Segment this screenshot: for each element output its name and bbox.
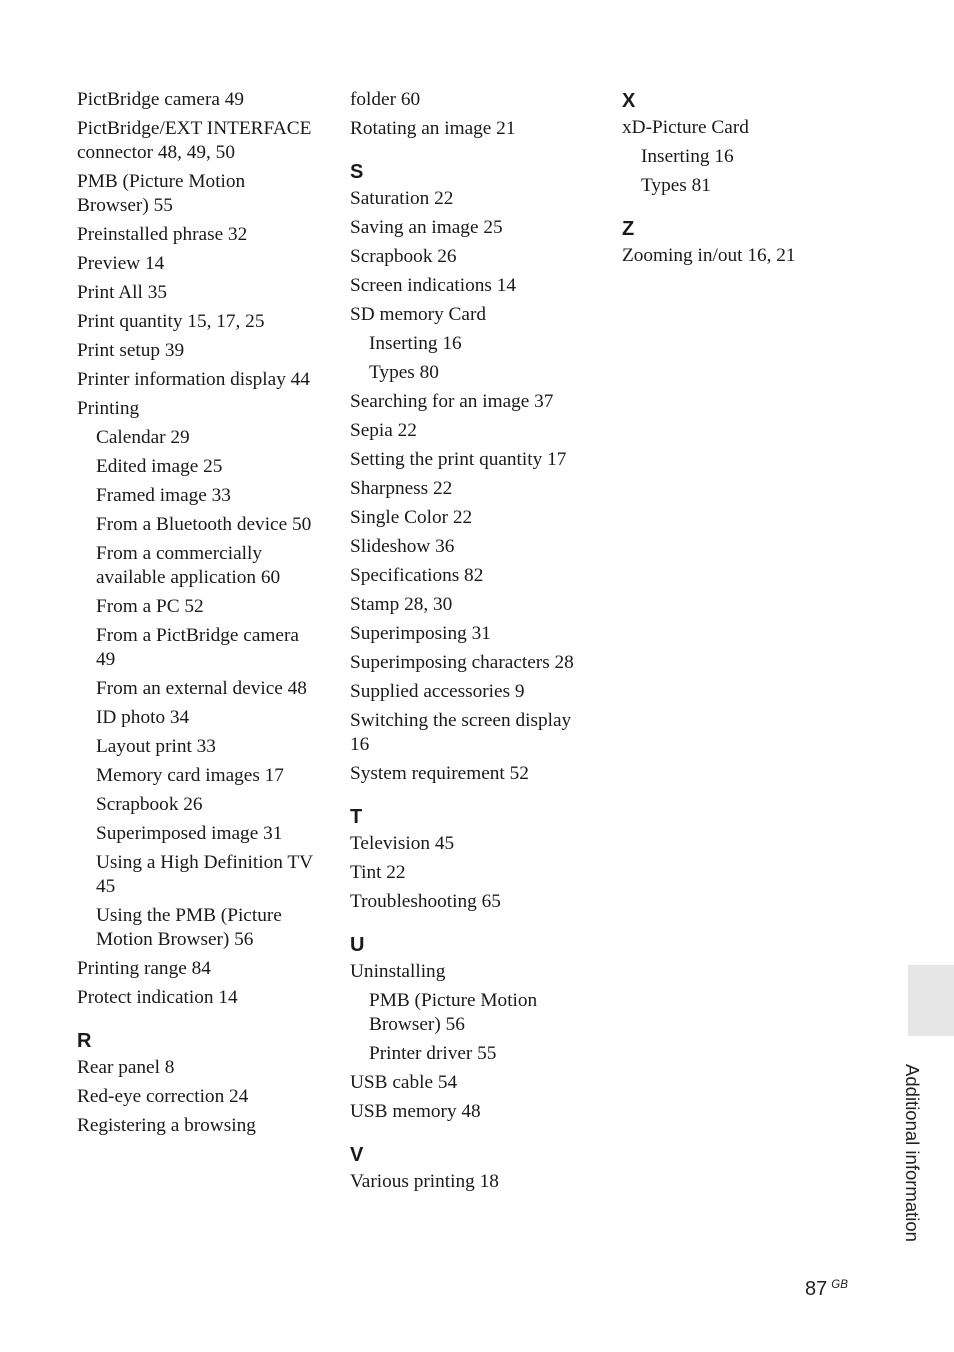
index-entry: Scrapbook 26 [350, 246, 457, 267]
index-entry: Supplied accessories 9 [350, 681, 525, 702]
index-entry: xD-Picture Card [622, 117, 749, 138]
index-entry: Uninstalling [350, 961, 446, 982]
index-subentry: Calendar 29 [96, 427, 190, 448]
index-subentry: PMB (Picture Motion Browser) 56 [369, 990, 538, 1035]
index-entry: Superimposing characters 28 [350, 652, 574, 673]
index-entry: Stamp 28, 30 [350, 594, 453, 615]
index-letter-heading: T [350, 806, 363, 828]
index-subentry: Scrapbook 26 [96, 794, 203, 815]
page-number-suffix: GB [831, 1279, 848, 1291]
index-subentry: Memory card images 17 [96, 765, 284, 786]
index-letter-heading: Z [622, 218, 635, 240]
page-number [805, 1278, 848, 1301]
index-column-3 [622, 88, 862, 273]
index-subentry: Using a High Definition TV 45 [96, 852, 313, 897]
index-subentry: From an external device 48 [96, 678, 307, 699]
index-entry: Red-eye correction 24 [77, 1086, 249, 1107]
index-entry: USB cable 54 [350, 1072, 458, 1093]
index-entry: Rear panel 8 [77, 1057, 175, 1078]
index-entry: PMB (Picture Motion Browser) 55 [77, 171, 246, 216]
index-entry: Superimposing 31 [350, 623, 491, 644]
index-subentry: Types 80 [369, 362, 439, 383]
page-number-value: 87 [805, 1278, 828, 1300]
index-entry: folder 60 [350, 89, 421, 110]
index-entry: Saving an image 25 [350, 217, 503, 238]
index-entry: Tint 22 [350, 862, 406, 883]
index-entry: Printer information display 44 [77, 369, 310, 390]
index-subentry: Superimposed image 31 [96, 823, 283, 844]
index-subentry: Types 81 [641, 175, 711, 196]
index-entry: Print All 35 [77, 282, 167, 303]
index-entry: Screen indications 14 [350, 275, 516, 296]
section-tab [908, 965, 954, 1036]
index-subentry: From a Bluetooth device 50 [96, 514, 312, 535]
index-subentry: Layout print 33 [96, 736, 216, 757]
index-entry: Printing range 84 [77, 958, 211, 979]
index-letter-heading: V [350, 1144, 364, 1166]
index-subentry: From a PictBridge camera 49 [96, 625, 299, 670]
index-entry: Saturation 22 [350, 188, 454, 209]
index-entry: Setting the print quantity 17 [350, 449, 567, 470]
index-entry: PictBridge/EXT INTERFACE connector 48, 49, 50 [77, 118, 312, 163]
index-entry: Sharpness 22 [350, 478, 453, 499]
index-entry: Television 45 [350, 833, 455, 854]
index-entry: Registering a browsing [77, 1115, 256, 1136]
index-entry: Protect indication 14 [77, 987, 238, 1008]
index-letter-heading: S [350, 161, 364, 183]
index-subentry: Inserting 16 [641, 146, 734, 167]
index-column-1 [77, 88, 317, 1143]
index-entry: Troubleshooting 65 [350, 891, 501, 912]
index-column-2 [350, 88, 590, 1199]
index-entry: Slideshow 36 [350, 536, 455, 557]
index-entry: Print quantity 15, 17, 25 [77, 311, 265, 332]
index-entry: Sepia 22 [350, 420, 417, 441]
index-entry: Printing [77, 398, 140, 419]
index-subentry: Edited image 25 [96, 456, 223, 477]
index-entry: Searching for an image 37 [350, 391, 554, 412]
index-letter-heading: R [77, 1030, 92, 1052]
index-subentry: Framed image 33 [96, 485, 231, 506]
index-subentry: Using the PMB (Picture Motion Browser) 56 [96, 905, 282, 950]
index-letter-heading: U [350, 934, 365, 956]
index-entry: Specifications 82 [350, 565, 484, 586]
index-letter-heading: X [622, 90, 636, 112]
section-label: Additional information [902, 1064, 923, 1242]
index-entry: Rotating an image 21 [350, 118, 516, 139]
index-subentry: From a commercially available application 60 [96, 543, 281, 588]
index-entry: SD memory Card [350, 304, 487, 325]
index-subentry: ID photo 34 [96, 707, 190, 728]
index-entry: Single Color 22 [350, 507, 473, 528]
index-subentry: Printer driver 55 [369, 1043, 497, 1064]
index-entry: Various printing 18 [350, 1171, 499, 1192]
index-entry: USB memory 48 [350, 1101, 481, 1122]
index-subentry: Inserting 16 [369, 333, 462, 354]
index-entry: Zooming in/out 16, 21 [622, 245, 796, 266]
index-entry: PictBridge camera 49 [77, 89, 245, 110]
index-entry: Switching the screen display 16 [350, 710, 572, 755]
index-entry: Preinstalled phrase 32 [77, 224, 248, 245]
index-entry: System requirement 52 [350, 763, 529, 784]
index-entry: Preview 14 [77, 253, 165, 274]
index-subentry: From a PC 52 [96, 596, 204, 617]
index-entry: Print setup 39 [77, 340, 185, 361]
